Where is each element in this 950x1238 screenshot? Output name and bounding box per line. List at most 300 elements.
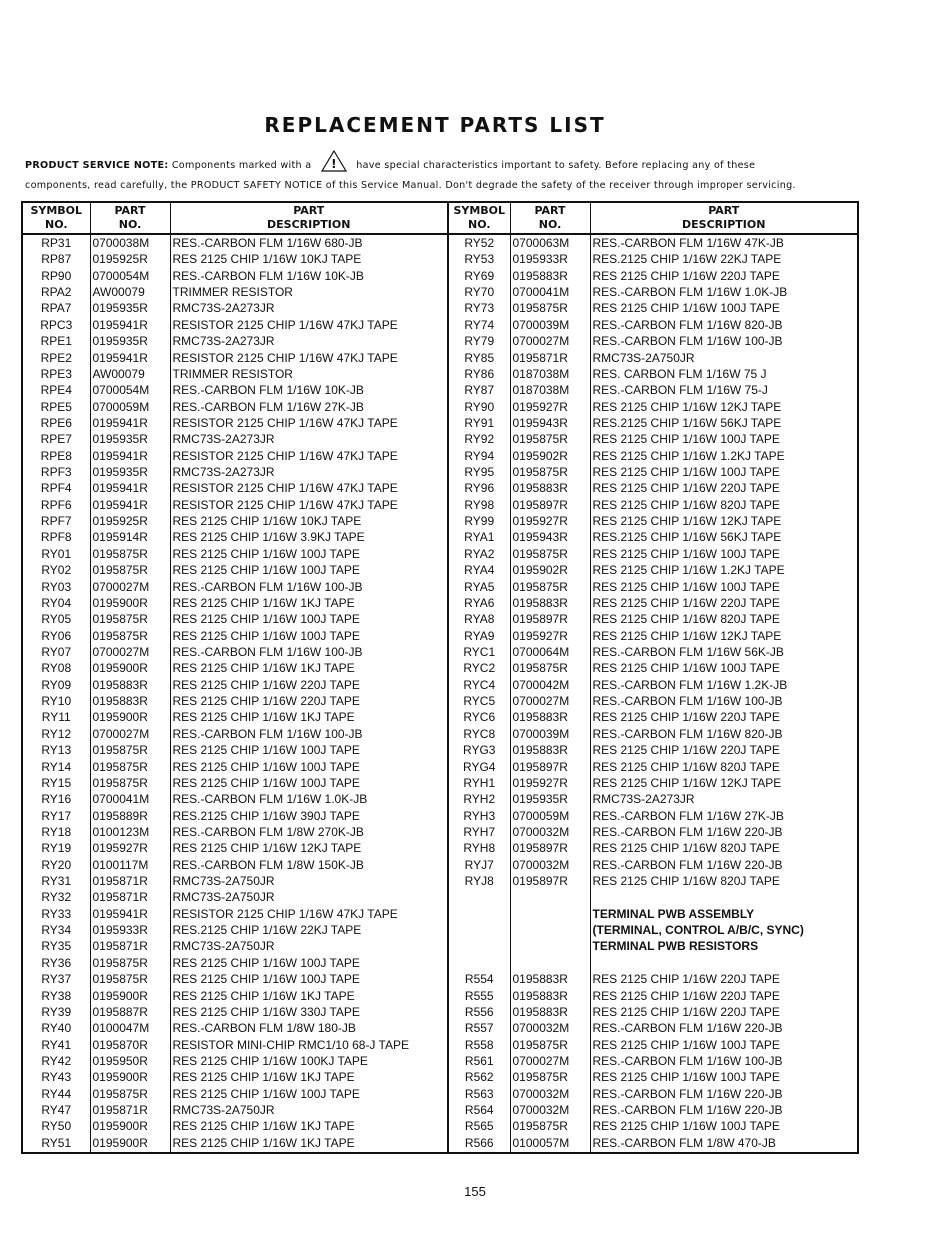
left-symbol-cell: RY18: [22, 824, 90, 840]
table-row: [22, 415, 858, 431]
right-symbol-cell: R564: [448, 1102, 510, 1118]
table-row: [22, 464, 858, 480]
table-row: [22, 759, 858, 775]
table-row: [22, 268, 858, 284]
right-symbol-cell: R557: [448, 1020, 510, 1036]
left-description-cell: RES.-CARBON FLM 1/16W 680-JB: [170, 234, 448, 251]
right-description-cell: TERMINAL PWB ASSEMBLY: [592, 906, 755, 921]
left-part-no-cell: 0195875R: [90, 759, 170, 775]
left-symbol-cell: RY14: [22, 759, 90, 775]
left-description-cell: RMC73S-2A273JR: [170, 333, 448, 349]
left-description-cell: RES 2125 CHIP 1/16W 3.9KJ TAPE: [170, 529, 448, 545]
right-symbol-cell: [448, 938, 510, 954]
right-description-cell: RES 2125 CHIP 1/16W 12KJ TAPE: [592, 775, 782, 790]
right-part-no-cell: [510, 922, 590, 938]
note-text-1: Components marked with a: [171, 160, 312, 171]
table-row: [22, 513, 858, 529]
right-part-no-cell: 0195897R: [510, 759, 590, 775]
right-part-no-cell: 0195883R: [510, 480, 590, 496]
left-symbol-cell: RY50: [22, 1118, 90, 1134]
left-description-cell: RMC73S-2A750JR: [170, 889, 448, 905]
right-description-cell: (TERMINAL, CONTROL A/B/C, SYNC): [592, 923, 804, 938]
note-line-2: components, read carefully, the PRODUCT SAFETY NOTICE of this Service Manual. Don't degrade the safety of the receiver through improper servicing.: [25, 180, 796, 191]
right-description-cell: RES 2125 CHIP 1/16W 220J TAPE: [592, 710, 780, 725]
right-symbol-cell: RYA8: [448, 611, 510, 627]
left-description-cell: RES.-CARBON FLM 1/16W 10K-JB: [170, 382, 448, 398]
left-description-cell: RES.-CARBON FLM 1/8W 180-JB: [170, 1020, 448, 1036]
right-description-cell: RES 2125 CHIP 1/16W 100J TAPE: [592, 1037, 780, 1052]
left-part-no-cell: 0100047M: [90, 1020, 170, 1036]
warning-triangle-icon: [321, 150, 347, 178]
right-part-no-cell: 0700032M: [510, 857, 590, 873]
header-symbol-right: SYMBOL NO.: [448, 202, 510, 234]
right-description-cell: RES.2125 CHIP 1/16W 22KJ TAPE: [592, 252, 782, 267]
right-symbol-cell: RY90: [448, 399, 510, 415]
right-description-cell: RES 2125 CHIP 1/16W 100J TAPE: [592, 432, 780, 447]
right-description-cell: RES 2125 CHIP 1/16W 820J TAPE: [592, 612, 780, 627]
right-symbol-cell: RY53: [448, 251, 510, 267]
table-row: [22, 775, 858, 791]
right-part-no-cell: 0195943R: [510, 415, 590, 431]
left-symbol-cell: RY35: [22, 938, 90, 954]
table-row: [22, 284, 858, 300]
right-symbol-cell: RY70: [448, 284, 510, 300]
left-part-no-cell: 0100123M: [90, 824, 170, 840]
note-lead: PRODUCT SERVICE NOTE:: [25, 160, 169, 171]
right-part-no-cell: 0195883R: [510, 971, 590, 987]
left-symbol-cell: RPF4: [22, 480, 90, 496]
right-description-cell: RES.-CARBON FLM 1/16W 220-JB: [592, 1103, 783, 1118]
right-symbol-cell: RY94: [448, 448, 510, 464]
right-part-no-cell: 0195875R: [510, 464, 590, 480]
right-description-cell: RES 2125 CHIP 1/16W 1.2KJ TAPE: [592, 563, 785, 578]
left-symbol-cell: RY34: [22, 922, 90, 938]
left-description-cell: RES.-CARBON FLM 1/8W 270K-JB: [170, 824, 448, 840]
left-description-cell: RES 2125 CHIP 1/16W 100KJ TAPE: [170, 1053, 448, 1069]
right-symbol-cell: RYJ7: [448, 857, 510, 873]
table-row: [22, 251, 858, 267]
right-symbol-cell: RYH8: [448, 840, 510, 856]
left-symbol-cell: RY08: [22, 660, 90, 676]
left-part-no-cell: 0195941R: [90, 317, 170, 333]
left-description-cell: RES.-CARBON FLM 1/16W 1.0K-JB: [170, 791, 448, 807]
right-symbol-cell: RY86: [448, 366, 510, 382]
left-symbol-cell: RY02: [22, 562, 90, 578]
left-symbol-cell: RY12: [22, 726, 90, 742]
left-symbol-cell: RP31: [22, 234, 90, 251]
left-symbol-cell: RPF3: [22, 464, 90, 480]
left-description-cell: RES 2125 CHIP 1/16W 1KJ TAPE: [170, 709, 448, 725]
left-part-no-cell: 0195871R: [90, 873, 170, 889]
right-part-no-cell: [510, 889, 590, 905]
left-part-no-cell: 0195941R: [90, 906, 170, 922]
left-description-cell: RES.-CARBON FLM 1/16W 10K-JB: [170, 268, 448, 284]
right-description-cell: [590, 955, 858, 971]
left-description-cell: RES.2125 CHIP 1/16W 22KJ TAPE: [170, 922, 448, 938]
left-part-no-cell: 0195875R: [90, 971, 170, 987]
right-part-no-cell: 0195927R: [510, 628, 590, 644]
table-row: [22, 660, 858, 676]
right-symbol-cell: R556: [448, 1004, 510, 1020]
left-part-no-cell: 0195900R: [90, 660, 170, 676]
right-description-cell: RES 2125 CHIP 1/16W 220J TAPE: [592, 268, 780, 283]
left-description-cell: RES 2125 CHIP 1/16W 220J TAPE: [170, 677, 448, 693]
left-part-no-cell: 0700054M: [90, 382, 170, 398]
right-symbol-cell: RYG4: [448, 759, 510, 775]
left-symbol-cell: RY36: [22, 955, 90, 971]
left-part-no-cell: 0195875R: [90, 628, 170, 644]
left-description-cell: RES 2125 CHIP 1/16W 100J TAPE: [170, 971, 448, 987]
left-symbol-cell: RPE1: [22, 333, 90, 349]
table-row: [22, 497, 858, 513]
right-symbol-cell: RYA5: [448, 579, 510, 595]
left-part-no-cell: 0195875R: [90, 546, 170, 562]
right-symbol-cell: RYC2: [448, 660, 510, 676]
left-part-no-cell: 0195900R: [90, 1069, 170, 1085]
table-row: [22, 399, 858, 415]
right-symbol-cell: RY96: [448, 480, 510, 496]
left-description-cell: RES.-CARBON FLM 1/16W 100-JB: [170, 726, 448, 742]
right-description-cell: RES.-CARBON FLM 1/16W 220-JB: [592, 1086, 783, 1101]
right-description-cell: RES. CARBON FLM 1/16W 75 J: [592, 366, 767, 381]
right-part-no-cell: 0195883R: [510, 1004, 590, 1020]
left-description-cell: RES 2125 CHIP 1/16W 1KJ TAPE: [170, 660, 448, 676]
left-description-cell: RMC73S-2A750JR: [170, 938, 448, 954]
table-row: [22, 644, 858, 660]
table-row: [22, 1118, 858, 1134]
left-part-no-cell: 0195950R: [90, 1053, 170, 1069]
product-service-note: [25, 150, 885, 194]
left-symbol-cell: RY06: [22, 628, 90, 644]
left-symbol-cell: RPF7: [22, 513, 90, 529]
right-part-no-cell: 0195927R: [510, 399, 590, 415]
parts-table: [21, 201, 859, 1154]
left-symbol-cell: RY17: [22, 808, 90, 824]
left-description-cell: RES 2125 CHIP 1/16W 330J TAPE: [170, 1004, 448, 1020]
left-symbol-cell: RPE2: [22, 350, 90, 366]
left-part-no-cell: 0195900R: [90, 1135, 170, 1153]
right-symbol-cell: RYG3: [448, 742, 510, 758]
left-description-cell: RES.-CARBON FLM 1/16W 100-JB: [170, 579, 448, 595]
right-part-no-cell: 0187038M: [510, 382, 590, 398]
left-symbol-cell: RY32: [22, 889, 90, 905]
right-part-no-cell: [510, 906, 590, 922]
right-symbol-cell: [448, 889, 510, 905]
left-symbol-cell: RPA7: [22, 300, 90, 316]
left-symbol-cell: RY38: [22, 988, 90, 1004]
left-description-cell: RES 2125 CHIP 1/16W 100J TAPE: [170, 1086, 448, 1102]
left-part-no-cell: 0195935R: [90, 464, 170, 480]
left-part-no-cell: 0195935R: [90, 333, 170, 349]
right-symbol-cell: R562: [448, 1069, 510, 1085]
left-part-no-cell: 0195925R: [90, 251, 170, 267]
table-row: [22, 1135, 858, 1153]
left-symbol-cell: RY01: [22, 546, 90, 562]
right-part-no-cell: 0195927R: [510, 513, 590, 529]
left-description-cell: RMC73S-2A273JR: [170, 431, 448, 447]
table-row: [22, 333, 858, 349]
left-symbol-cell: RPE3: [22, 366, 90, 382]
left-part-no-cell: 0195875R: [90, 611, 170, 627]
right-description-cell: RES.-CARBON FLM 1/16W 100-JB: [592, 1053, 783, 1068]
right-symbol-cell: RYC5: [448, 693, 510, 709]
right-part-no-cell: 0700039M: [510, 726, 590, 742]
right-description-cell: RES.-CARBON FLM 1/16W 47K-JB: [592, 236, 784, 251]
table-row: [22, 234, 858, 251]
right-description-cell: RES.-CARBON FLM 1/16W 27K-JB: [592, 808, 784, 823]
left-description-cell: RES 2125 CHIP 1/16W 10KJ TAPE: [170, 251, 448, 267]
left-symbol-cell: RY42: [22, 1053, 90, 1069]
left-symbol-cell: RY13: [22, 742, 90, 758]
right-description-cell: RES 2125 CHIP 1/16W 820J TAPE: [592, 759, 780, 774]
right-symbol-cell: R563: [448, 1086, 510, 1102]
left-symbol-cell: RP87: [22, 251, 90, 267]
left-symbol-cell: RY51: [22, 1135, 90, 1153]
left-part-no-cell: 0195875R: [90, 1086, 170, 1102]
table-row: [22, 808, 858, 824]
right-symbol-cell: RY74: [448, 317, 510, 333]
right-symbol-cell: RY92: [448, 431, 510, 447]
left-part-no-cell: AW00079: [90, 284, 170, 300]
header-symbol-left: SYMBOL NO.: [22, 202, 90, 234]
left-symbol-cell: RY44: [22, 1086, 90, 1102]
table-row: [22, 1086, 858, 1102]
table-row: [22, 938, 858, 954]
right-symbol-cell: R565: [448, 1118, 510, 1134]
right-description-cell: TERMINAL PWB RESISTORS: [592, 939, 759, 954]
table-row: [22, 431, 858, 447]
right-description-cell: RES 2125 CHIP 1/16W 100J TAPE: [592, 1119, 780, 1134]
table-row: [22, 677, 858, 693]
right-part-no-cell: 0195883R: [510, 988, 590, 1004]
table-header-row: [22, 202, 858, 234]
right-part-no-cell: 0700027M: [510, 693, 590, 709]
left-part-no-cell: 0195900R: [90, 1118, 170, 1134]
left-description-cell: RES 2125 CHIP 1/16W 1KJ TAPE: [170, 595, 448, 611]
right-description-cell: RES 2125 CHIP 1/16W 100J TAPE: [592, 579, 780, 594]
right-symbol-cell: RY87: [448, 382, 510, 398]
left-description-cell: RES 2125 CHIP 1/16W 100J TAPE: [170, 546, 448, 562]
right-description-cell: RES 2125 CHIP 1/16W 220J TAPE: [592, 972, 780, 987]
right-part-no-cell: 0700027M: [510, 333, 590, 349]
left-description-cell: RESISTOR 2125 CHIP 1/16W 47KJ TAPE: [170, 317, 448, 333]
left-part-no-cell: 0195933R: [90, 922, 170, 938]
left-symbol-cell: RPE4: [22, 382, 90, 398]
left-part-no-cell: 0195875R: [90, 742, 170, 758]
left-part-no-cell: 0700027M: [90, 579, 170, 595]
right-symbol-cell: RYH1: [448, 775, 510, 791]
right-symbol-cell: RYC6: [448, 709, 510, 725]
right-description-cell: RES.-CARBON FLM 1/16W 56K-JB: [592, 645, 784, 659]
right-part-no-cell: 0195933R: [510, 251, 590, 267]
right-part-no-cell: [510, 938, 590, 954]
right-symbol-cell: RYA2: [448, 546, 510, 562]
right-description-cell: RES.-CARBON FLM 1/16W 1.0K-JB: [592, 285, 788, 300]
right-symbol-cell: [448, 955, 510, 971]
left-description-cell: RESISTOR MINI-CHIP RMC1/10 68-J TAPE: [170, 1037, 448, 1053]
left-symbol-cell: RY37: [22, 971, 90, 987]
left-description-cell: RES 2125 CHIP 1/16W 100J TAPE: [170, 775, 448, 791]
right-part-no-cell: 0195935R: [510, 791, 590, 807]
table-row: [22, 791, 858, 807]
right-symbol-cell: [448, 906, 510, 922]
left-symbol-cell: RY47: [22, 1102, 90, 1118]
table-row: [22, 300, 858, 316]
svg-text:!: !: [330, 157, 337, 171]
left-description-cell: RES 2125 CHIP 1/16W 100J TAPE: [170, 742, 448, 758]
table-row: [22, 906, 858, 922]
right-symbol-cell: RYH3: [448, 808, 510, 824]
right-part-no-cell: 0700032M: [510, 1086, 590, 1102]
left-symbol-cell: RY03: [22, 579, 90, 595]
left-part-no-cell: 0195925R: [90, 513, 170, 529]
left-description-cell: TRIMMER RESISTOR: [170, 284, 448, 300]
right-part-no-cell: 0195875R: [510, 579, 590, 595]
header-description-right: PART DESCRIPTION: [590, 202, 858, 234]
right-part-no-cell: 0700032M: [510, 1102, 590, 1118]
right-symbol-cell: R566: [448, 1135, 510, 1153]
table-row: [22, 1004, 858, 1020]
right-description-cell: RES 2125 CHIP 1/16W 100J TAPE: [592, 465, 780, 480]
right-description-cell: RES.-CARBON FLM 1/16W 1.2K-JB: [592, 677, 788, 692]
right-part-no-cell: 0700039M: [510, 317, 590, 333]
left-symbol-cell: RY07: [22, 644, 90, 660]
table-row: [22, 579, 858, 595]
table-row: [22, 529, 858, 545]
left-part-no-cell: 0195935R: [90, 431, 170, 447]
left-symbol-cell: RPE8: [22, 448, 90, 464]
left-part-no-cell: 0195883R: [90, 693, 170, 709]
right-description-cell: RES 2125 CHIP 1/16W 1.2KJ TAPE: [592, 448, 785, 463]
left-part-no-cell: 0195941R: [90, 350, 170, 366]
note-text-1b: have special characteristics important to safety. Before replacing any of these: [356, 160, 756, 171]
right-symbol-cell: RYC1: [448, 644, 510, 660]
left-symbol-cell: RY20: [22, 857, 90, 873]
left-part-no-cell: 0700027M: [90, 726, 170, 742]
left-part-no-cell: 0195870R: [90, 1037, 170, 1053]
right-description-cell: [590, 889, 858, 905]
right-part-no-cell: 0700064M: [510, 644, 590, 660]
right-part-no-cell: 0195875R: [510, 546, 590, 562]
right-part-no-cell: 0195897R: [510, 611, 590, 627]
right-description-cell: RES.-CARBON FLM 1/16W 75-J: [592, 383, 768, 398]
right-description-cell: RES.-CARBON FLM 1/16W 100-JB: [592, 694, 783, 709]
left-description-cell: RMC73S-2A750JR: [170, 873, 448, 889]
page-title: REPLACEMENT PARTS LIST: [264, 113, 606, 137]
left-part-no-cell: 0195941R: [90, 415, 170, 431]
table-row: [22, 726, 858, 742]
right-description-cell: RES.-CARBON FLM 1/16W 820-JB: [592, 726, 783, 741]
table-row: [22, 562, 858, 578]
left-part-no-cell: 0700054M: [90, 268, 170, 284]
right-part-no-cell: 0195927R: [510, 775, 590, 791]
right-part-no-cell: 0195875R: [510, 1037, 590, 1053]
right-description-cell: RES.-CARBON FLM 1/16W 820-JB: [592, 317, 783, 332]
right-description-cell: RES 2125 CHIP 1/16W 220J TAPE: [592, 481, 780, 496]
left-part-no-cell: 0195875R: [90, 562, 170, 578]
left-symbol-cell: RY16: [22, 791, 90, 807]
right-description-cell: RMC73S-2A750JR: [592, 350, 695, 365]
table-row: [22, 988, 858, 1004]
left-symbol-cell: RY04: [22, 595, 90, 611]
right-part-no-cell: 0700041M: [510, 284, 590, 300]
right-description-cell: RES 2125 CHIP 1/16W 220J TAPE: [592, 988, 780, 1003]
table-row: [22, 317, 858, 333]
right-description-cell: RES 2125 CHIP 1/16W 220J TAPE: [592, 595, 780, 610]
right-part-no-cell: 0195897R: [510, 873, 590, 889]
left-description-cell: RES 2125 CHIP 1/16W 12KJ TAPE: [170, 840, 448, 856]
right-symbol-cell: RYH2: [448, 791, 510, 807]
right-description-cell: RES 2125 CHIP 1/16W 220J TAPE: [592, 1004, 780, 1019]
left-part-no-cell: 0195871R: [90, 889, 170, 905]
left-part-no-cell: 0195927R: [90, 840, 170, 856]
right-symbol-cell: R558: [448, 1037, 510, 1053]
right-part-no-cell: 0700059M: [510, 808, 590, 824]
right-part-no-cell: 0195875R: [510, 431, 590, 447]
table-row: [22, 709, 858, 725]
right-symbol-cell: RY73: [448, 300, 510, 316]
left-description-cell: RES 2125 CHIP 1/16W 1KJ TAPE: [170, 1135, 448, 1153]
table-row: [22, 889, 858, 905]
left-description-cell: RES 2125 CHIP 1/16W 100J TAPE: [170, 955, 448, 971]
table-row: [22, 546, 858, 562]
left-symbol-cell: RPE6: [22, 415, 90, 431]
right-symbol-cell: RYJ8: [448, 873, 510, 889]
left-part-no-cell: 0195914R: [90, 529, 170, 545]
table-row: [22, 857, 858, 873]
header-part-no-left: PART NO.: [90, 202, 170, 234]
table-row: [22, 971, 858, 987]
left-symbol-cell: RY40: [22, 1020, 90, 1036]
left-part-no-cell: 0195875R: [90, 955, 170, 971]
right-symbol-cell: RYA4: [448, 562, 510, 578]
right-part-no-cell: 0195871R: [510, 350, 590, 366]
right-part-no-cell: 0195883R: [510, 268, 590, 284]
right-symbol-cell: RYA1: [448, 529, 510, 545]
left-description-cell: RES.-CARBON FLM 1/16W 100-JB: [170, 644, 448, 660]
left-symbol-cell: RY10: [22, 693, 90, 709]
left-symbol-cell: RPE5: [22, 399, 90, 415]
right-part-no-cell: [510, 955, 590, 971]
left-description-cell: RESISTOR 2125 CHIP 1/16W 47KJ TAPE: [170, 497, 448, 513]
left-description-cell: RES 2125 CHIP 1/16W 220J TAPE: [170, 693, 448, 709]
left-symbol-cell: RP90: [22, 268, 90, 284]
right-part-no-cell: 0195875R: [510, 1069, 590, 1085]
left-symbol-cell: RY11: [22, 709, 90, 725]
header-part-no-right: PART NO.: [510, 202, 590, 234]
right-description-cell: RES 2125 CHIP 1/16W 100J TAPE: [592, 661, 780, 676]
right-part-no-cell: 0195883R: [510, 742, 590, 758]
right-symbol-cell: RY52: [448, 234, 510, 251]
left-symbol-cell: RY31: [22, 873, 90, 889]
left-description-cell: RMC73S-2A273JR: [170, 464, 448, 480]
left-part-no-cell: 0100117M: [90, 857, 170, 873]
right-part-no-cell: 0700032M: [510, 824, 590, 840]
left-description-cell: RMC73S-2A273JR: [170, 300, 448, 316]
right-symbol-cell: R561: [448, 1053, 510, 1069]
right-part-no-cell: 0100057M: [510, 1135, 590, 1153]
right-part-no-cell: 0195875R: [510, 300, 590, 316]
table-row: [22, 1020, 858, 1036]
table-row: [22, 1037, 858, 1053]
note-line-1: [25, 150, 885, 178]
left-symbol-cell: RY33: [22, 906, 90, 922]
right-description-cell: RES 2125 CHIP 1/16W 12KJ TAPE: [592, 399, 782, 414]
right-part-no-cell: 0195943R: [510, 529, 590, 545]
left-description-cell: RES 2125 CHIP 1/16W 1KJ TAPE: [170, 1069, 448, 1085]
left-part-no-cell: AW00079: [90, 366, 170, 382]
right-description-cell: RES 2125 CHIP 1/16W 100J TAPE: [592, 1070, 780, 1085]
